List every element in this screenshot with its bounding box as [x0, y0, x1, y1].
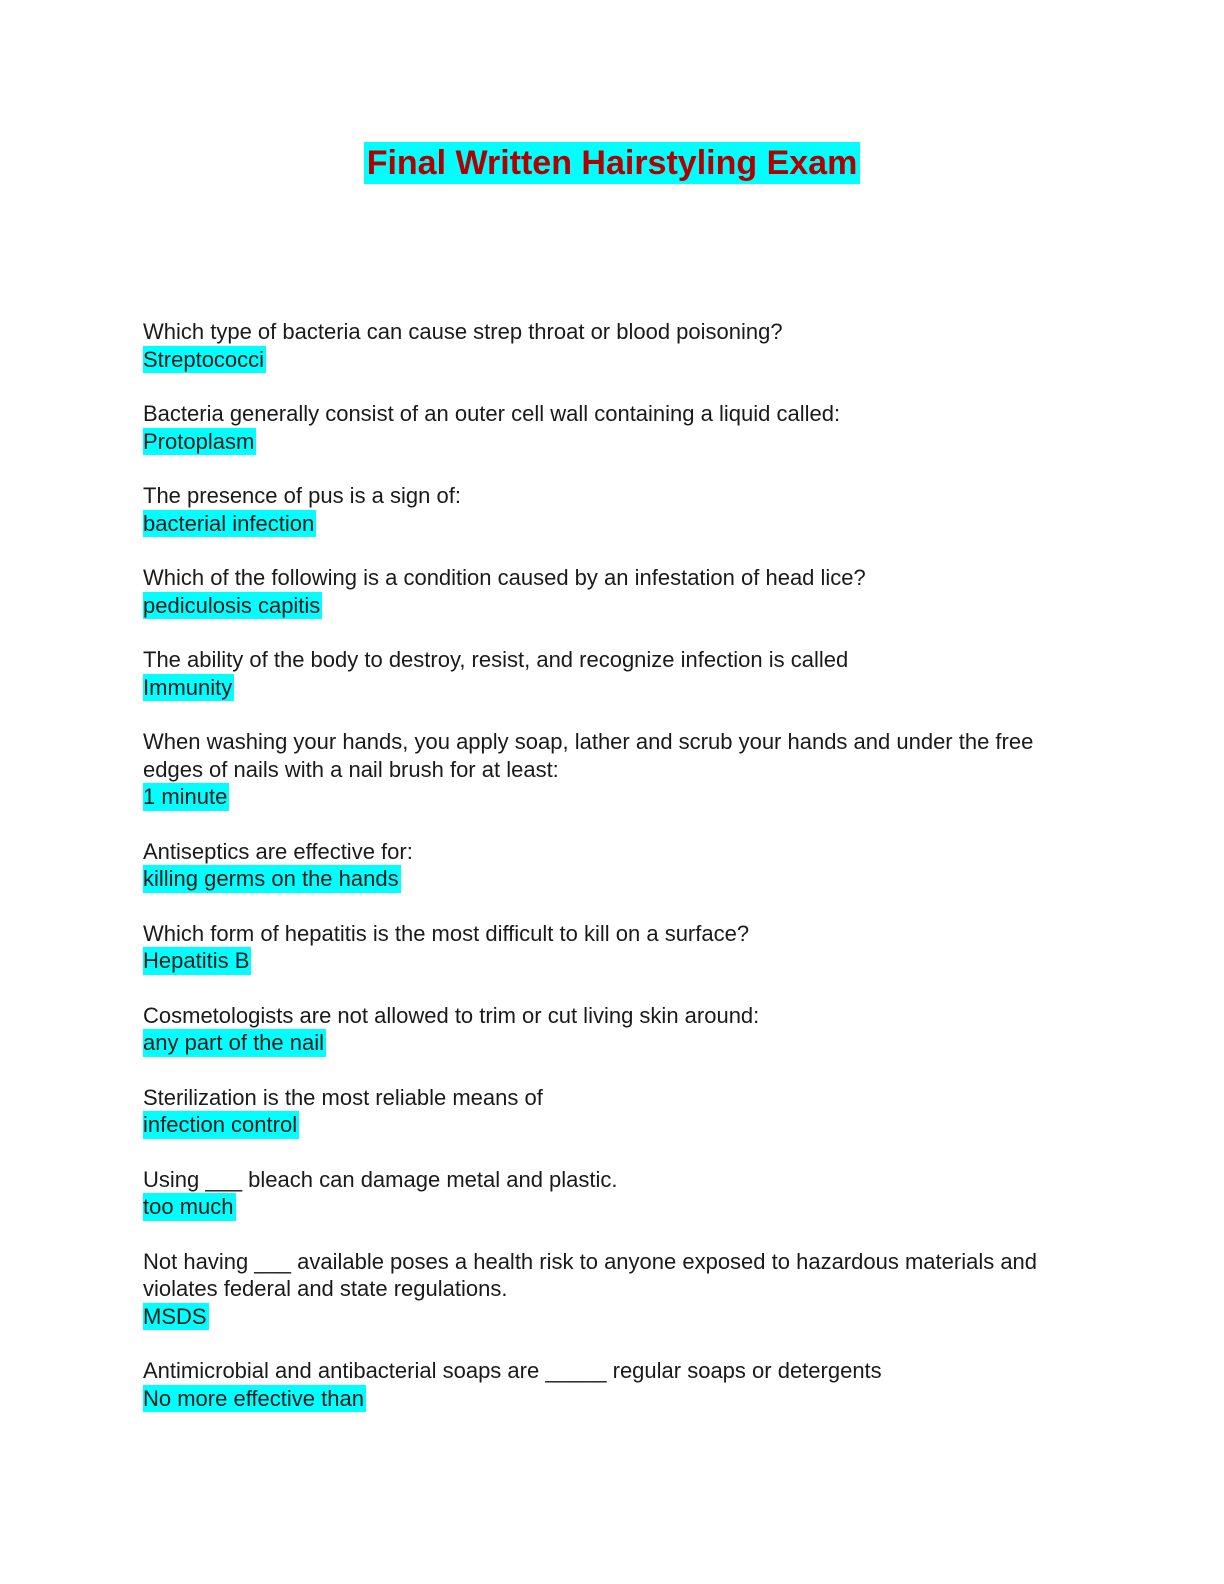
title-container — [0, 142, 1224, 184]
qa-item — [143, 482, 1083, 537]
qa-item — [143, 1084, 1083, 1139]
qa-item — [143, 646, 1083, 701]
question-text: Using ___ bleach can damage metal and plastic. — [143, 1166, 618, 1192]
qa-item — [143, 400, 1083, 455]
question-text: Not having ___ available poses a health risk to anyone exposed to hazardous materials and violates federal and state regulations. — [143, 1248, 1044, 1301]
question-text: Antiseptics are effective for: — [143, 838, 413, 864]
question-list — [143, 318, 1083, 1439]
answer-text: No more effective than — [143, 1385, 364, 1411]
answer-text: Immunity — [143, 674, 233, 700]
question-text: The presence of pus is a sign of: — [143, 483, 461, 508]
question-text: The ability of the body to destroy, resist, and recognize infection is called — [143, 647, 849, 672]
qa-item — [143, 564, 1083, 619]
question-text: Which type of bacteria can cause strep throat or blood poisoning? — [143, 319, 783, 344]
answer-text: Protoplasm — [143, 428, 255, 454]
answer-text: any part of the nail — [143, 1030, 325, 1055]
question-text: Bacteria generally consist of an outer cell wall containing a liquid called: — [143, 401, 841, 426]
answer-text: MSDS — [143, 1303, 207, 1329]
qa-item — [143, 728, 1083, 811]
answer-text: killing germs on the hands — [143, 866, 399, 891]
question-text: Antimicrobial and antibacterial soaps are _____ regular soaps or detergents — [143, 1358, 882, 1383]
answer-text: bacterial infection — [143, 510, 315, 536]
qa-item — [143, 1357, 1083, 1412]
page-title: Final Written Hairstyling Exam — [364, 142, 861, 184]
question-text: Sterilization is the most reliable means of — [143, 1084, 543, 1110]
qa-item — [143, 318, 1083, 373]
qa-item — [143, 1166, 1083, 1221]
answer-text: pediculosis capitis — [143, 592, 321, 618]
question-text: When washing your hands, you apply soap, lather and scrub your hands and under the free edges of nails with a nail brush for at least: — [143, 729, 1040, 782]
question-text: Which form of hepatitis is the most difficult to kill on a surface? — [143, 920, 750, 946]
answer-text: Hepatitis B — [143, 948, 250, 973]
question-text: Which of the following is a condition caused by an infestation of head lice? — [143, 565, 866, 590]
answer-text: 1 minute — [143, 784, 228, 809]
answer-text: infection control — [143, 1112, 298, 1137]
qa-item — [143, 1002, 1083, 1057]
answer-text: Streptococci — [143, 346, 265, 372]
qa-item — [143, 838, 1083, 893]
qa-item — [143, 920, 1083, 975]
answer-text: too much — [143, 1194, 234, 1219]
qa-item — [143, 1248, 1083, 1331]
question-text: Cosmetologists are not allowed to trim or cut living skin around: — [143, 1002, 760, 1028]
